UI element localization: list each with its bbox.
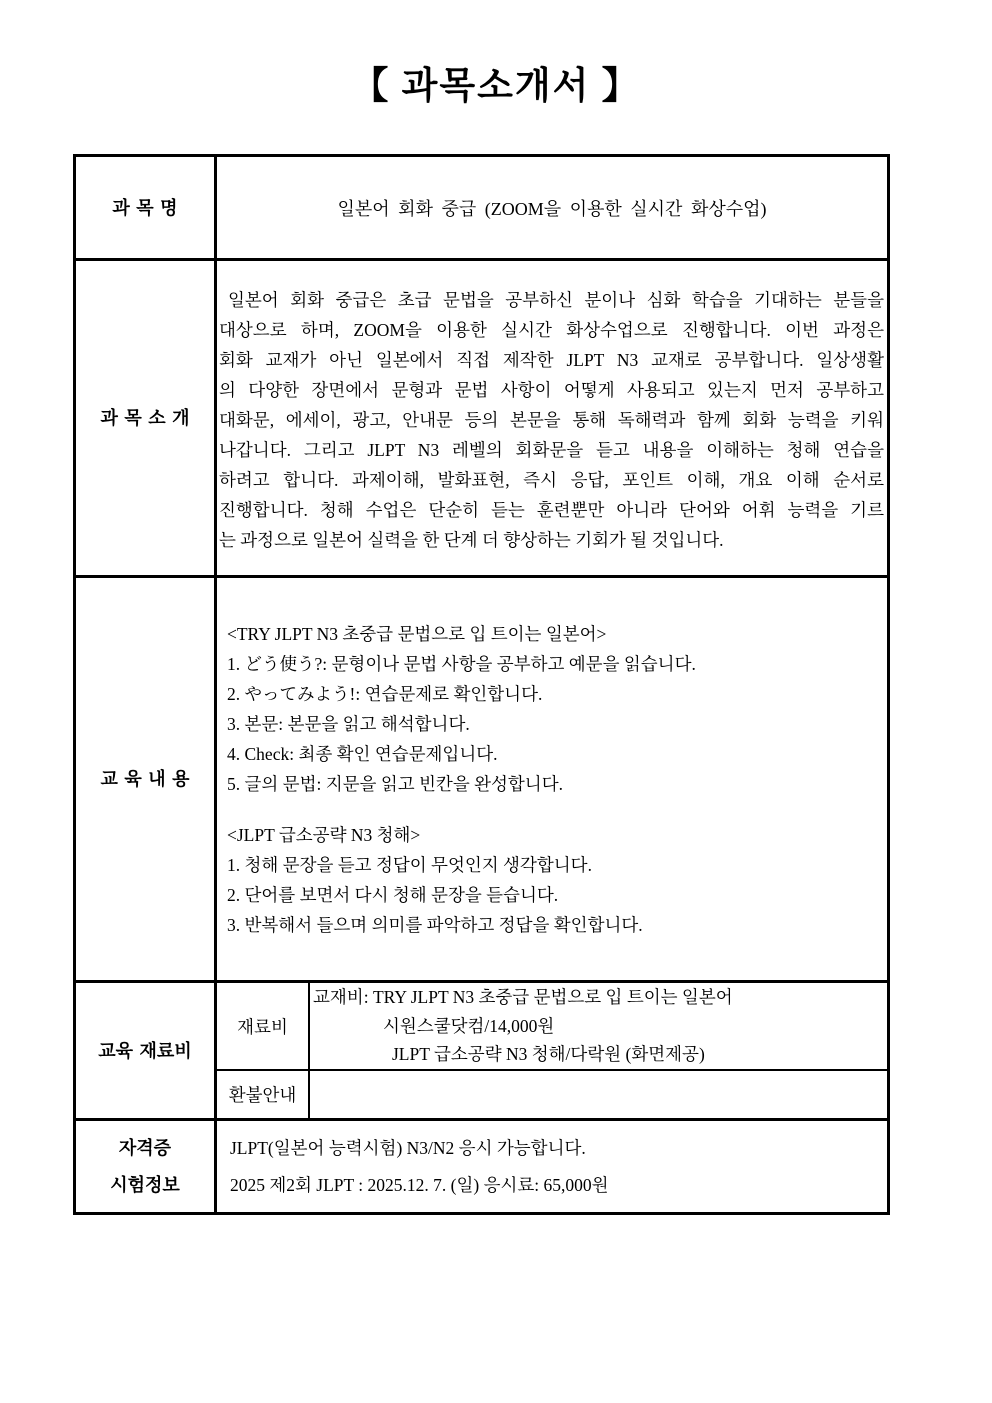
table-row-course-content [76,575,887,980]
text-line: 1. どう使う?: 문형이나 문법 사항을 공부하고 예문을 읽습니다. [227,653,696,674]
table-row-course-intro [76,258,887,575]
text-line: 1. 청해 문장을 듣고 정답이 무엇인지 생각합니다. [227,854,592,875]
materials-label: 교육 재료비 [76,983,217,1118]
text-line: <TRY JLPT N3 초중급 문법으로 입 트이는 일본어> [227,623,607,644]
text-line: 교재비: TRY JLPT N3 초중급 문법으로 입 트이는 일본어 [313,987,733,1007]
text-line: 대화문, 에세이, 광고, 안내문 등의 본문을 통해 독해력과 함께 회화 능력을 키워 [219,410,884,430]
course-content-text [217,578,887,980]
text-line: 나갑니다. 그리고 JLPT N3 레벨의 회화문을 듣고 내용을 이해하는 청해 연습을 [219,440,884,460]
exam-info-text [217,1121,887,1212]
text-line: 진행합니다. 청해 수업은 단순히 듣는 훈련뿐만 아니라 단어와 어휘 능력을 기르 [219,500,884,520]
text-line: 일본어 회화 중급은 초급 문법을 공부하신 분이나 심화 학습을 기대하는 분들을 [228,290,884,310]
materials-refund-label: 환불안내 [217,1071,310,1118]
text-line [227,799,887,820]
course-name-value: 일본어 회화 중급 (ZOOM을 이용한 실시간 화상수업) [337,198,767,219]
text-line: JLPT(일본어 능력시험) N3/N2 응시 가능합니다. [230,1137,586,1158]
text-line: JLPT 급소공략 N3 청해/다락원 (화면제공) [392,1044,705,1064]
text-line: 하려고 합니다. 과제이해, 발화표현, 즉시 응답, 포인트 이해, 개요 이해 순서로 [219,470,884,490]
materials-subtable [217,983,887,1118]
table-row-exam-info [76,1118,887,1212]
text-line: 3. 반복해서 들으며 의미를 파악하고 정답을 확인합니다. [227,914,643,935]
text-line: 2. やってみよう!: 연습문제로 확인합니다. [227,683,543,704]
exam-info-label [76,1121,217,1212]
exam-info-label-line2: 시험정보 [110,1174,180,1195]
text-line: 는 과정으로 일본어 실력을 한 단계 더 향상하는 기회가 될 것입니다. [219,530,724,550]
materials-refund-row [217,1071,887,1118]
course-intro-text [217,261,887,575]
materials-fee-row [217,983,887,1071]
page-title: 【 과목소개서 】 [351,66,641,107]
text-line: <JLPT 급소공략 N3 청해> [227,824,421,845]
text-line: 의 다양한 장면에서 문형과 문법 사항이 어떻게 사용되고 있는지 먼저 공부하고 [219,380,884,400]
exam-info-label-line1: 자격증 [118,1137,172,1158]
table-row-course-name [76,157,887,258]
text-line: 2. 단어를 보면서 다시 청해 문장을 듣습니다. [227,884,559,905]
text-line: 5. 글의 문법: 지문을 읽고 빈칸을 완성합니다. [227,773,563,794]
course-info-table [73,154,890,1215]
course-content-label: 교 육 내 용 [76,578,217,980]
text-line: 대상으로 하며, ZOOM을 이용한 실시간 화상수업으로 진행합니다. 이번 과정은 [219,320,884,340]
text-line: 3. 본문: 본문을 읽고 해석합니다. [227,713,470,734]
text-line: 4. Check: 최종 확인 연습문제입니다. [227,743,498,764]
materials-refund-value [310,1071,887,1118]
course-name-label: 과 목 명 [76,157,217,258]
text-line: 시원스쿨닷컴/14,000원 [383,1015,555,1036]
course-intro-label: 과 목 소 개 [76,261,217,575]
table-row-materials [76,980,887,1118]
materials-fee-text [310,983,887,1069]
text-line: 회화 교재가 아닌 일본에서 직접 제작한 JLPT N3 교재로 공부합니다. 일상생활 [219,350,884,370]
text-line: 2025 제2회 JLPT : 2025.12. 7. (일) 응시료: 65,000원 [230,1174,609,1195]
materials-fee-label: 재료비 [217,983,310,1069]
